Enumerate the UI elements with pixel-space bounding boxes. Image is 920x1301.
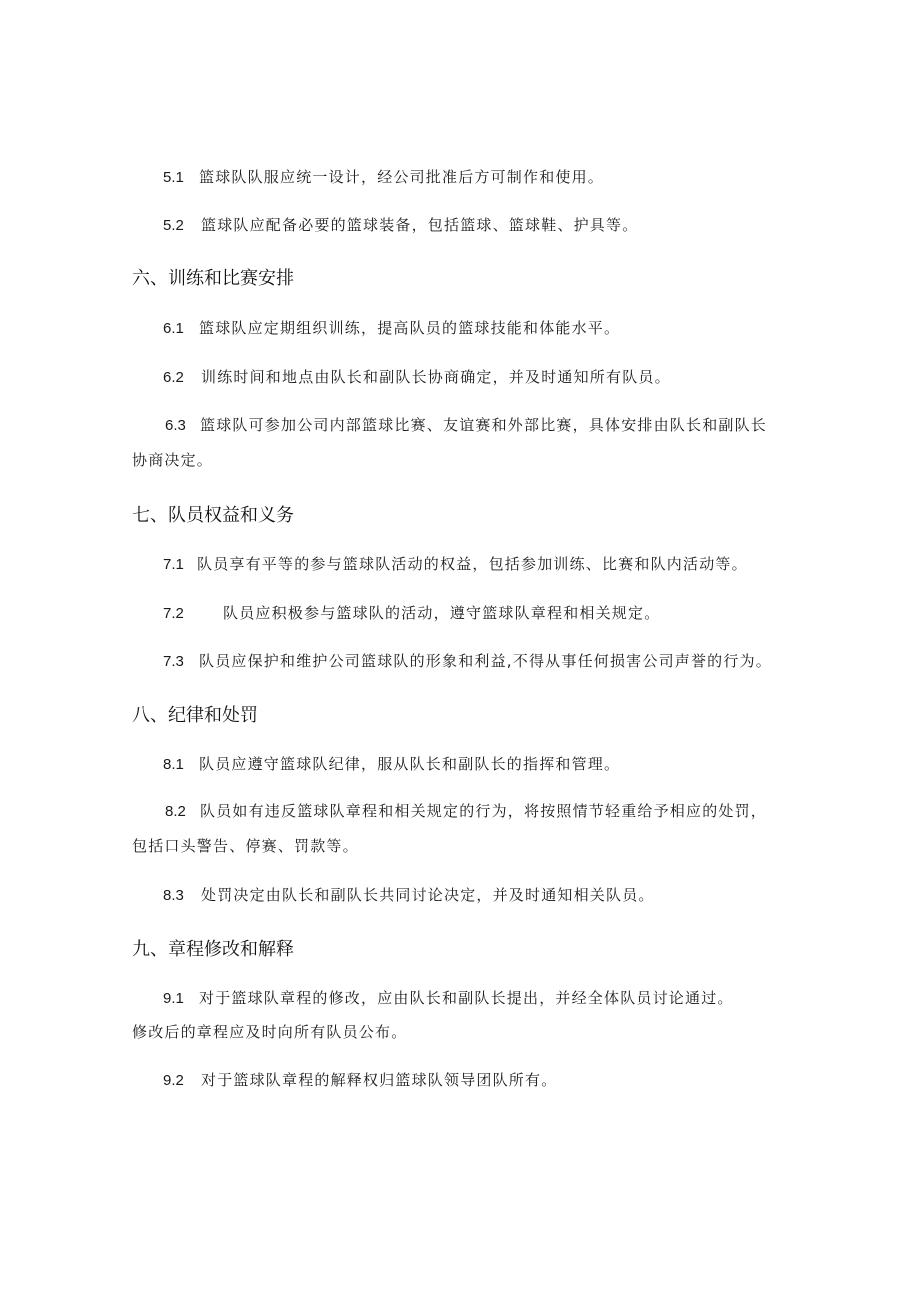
clause-number: 9.2 [163, 1072, 184, 1089]
clause-text: 训练时间和地点由队长和副队长协商确定，并及时通知所有队员。 [201, 368, 671, 386]
clause-9-1-continuation: 修改后的章程应及时向所有队员公布。 [132, 1023, 408, 1041]
clause-number: 8.2 [165, 803, 186, 820]
clause-6-3 [165, 415, 767, 436]
clause-text: 篮球队队服应统一设计，经公司批准后方可制作和使用。 [199, 168, 605, 186]
clause-7-1 [163, 554, 748, 575]
clause-number: 9.1 [163, 990, 184, 1007]
clause-5-1 [163, 167, 604, 188]
clause-number: 6.1 [163, 320, 184, 337]
clause-8-1 [163, 754, 620, 775]
clause-text: 篮球队应定期组织训练，提高队员的篮球技能和体能水平。 [199, 319, 621, 337]
clause-8-2-continuation: 包括口头警告、停赛、罚款等。 [132, 837, 359, 855]
section-heading-9: 九、章程修改和解释 [132, 939, 294, 960]
clause-number: 6.3 [165, 417, 186, 434]
clause-text: 队员如有违反篮球队章程和相关规定的行为，将按照情节轻重给予相应的处罚， [200, 802, 768, 820]
clause-9-1 [163, 988, 734, 1009]
clause-5-2 [163, 215, 638, 236]
clause-number: 5.1 [163, 169, 184, 186]
clause-text: 篮球队应配备必要的篮球装备，包括篮球、篮球鞋、护具等。 [201, 216, 639, 234]
section-heading-6: 六、训练和比赛安排 [132, 268, 294, 289]
clause-6-1 [163, 318, 620, 339]
clause-7-3 [163, 651, 772, 672]
clause-number: 7.3 [163, 653, 184, 670]
clause-text: 队员享有平等的参与篮球队活动的权益，包括参加训练、比赛和队内活动等。 [197, 555, 748, 573]
clause-text: 篮球队可参加公司内部篮球比赛、友谊赛和外部比赛，具体安排由队长和副队长 [200, 416, 768, 434]
clause-6-3-continuation: 协商决定。 [132, 451, 214, 469]
clause-6-2 [163, 367, 671, 388]
clause-text: 对于篮球队章程的修改，应由队长和副队长提出，并经全体队员讨论通过。 [199, 989, 734, 1007]
section-heading-8: 八、纪律和处罚 [132, 705, 258, 726]
clause-number: 6.2 [163, 369, 184, 386]
clause-8-3 [163, 885, 655, 906]
clause-8-2 [165, 801, 767, 822]
clause-number: 5.2 [163, 217, 184, 234]
clause-text: 队员应积极参与篮球队的活动，遵守篮球队章程和相关规定。 [223, 604, 661, 622]
section-heading-7: 七、队员权益和义务 [132, 505, 294, 526]
clause-number: 7.2 [163, 605, 184, 622]
clause-number: 8.3 [163, 887, 184, 904]
clause-9-2 [163, 1070, 557, 1091]
clause-text: 处罚决定由队长和副队长共同讨论决定，并及时通知相关队员。 [201, 886, 655, 904]
clause-text: 队员应遵守篮球队纪律，服从队长和副队长的指挥和管理。 [199, 755, 621, 773]
clause-number: 7.1 [163, 556, 184, 573]
clause-number: 8.1 [163, 756, 184, 773]
clause-text: 队员应保护和维护公司篮球队的形象和利益,不得从事任何损害公司声誉的行为。 [199, 652, 772, 670]
clause-7-2 [163, 603, 660, 624]
clause-text: 对于篮球队章程的解释权归篮球队领导团队所有。 [201, 1071, 558, 1089]
